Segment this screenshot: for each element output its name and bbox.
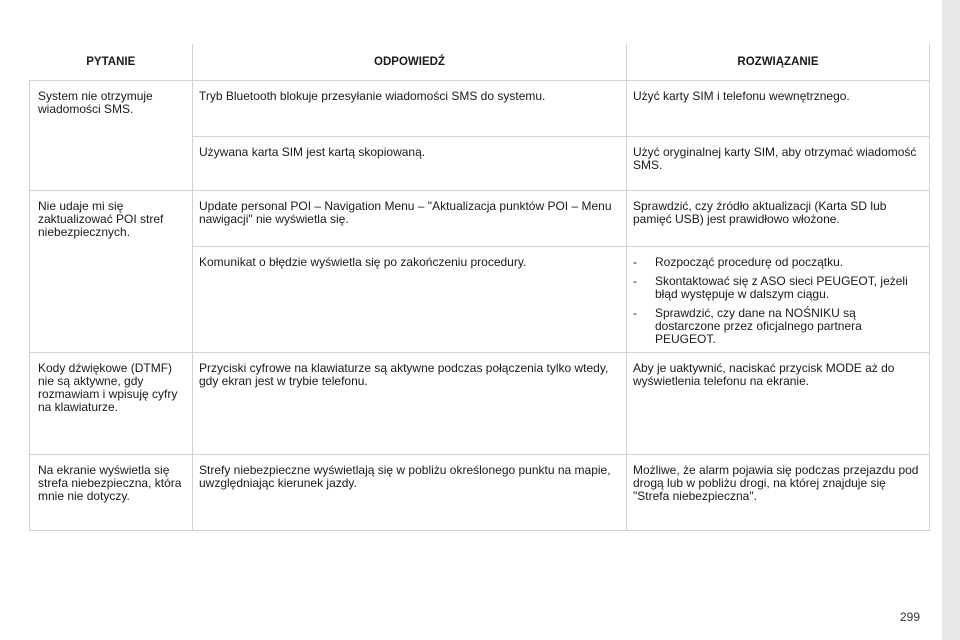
solution-cell: Sprawdzić, czy źródło aktualizacji (Karta SD lub pamięć USB) jest prawidłowo włożone. (627, 191, 930, 247)
question-cell: Na ekranie wyświetla się strefa niebezpieczna, która mnie nie dotyczy. (30, 455, 193, 531)
question-cell: Nie udaje mi się zaktualizować POI stref niebezpiecznych. (30, 191, 193, 353)
answer-cell: Używana karta SIM jest kartą skopiowaną. (193, 137, 627, 191)
solution-cell: Użyć oryginalnej karty SIM, aby otrzymać wiadomość SMS. (627, 137, 930, 191)
solution-cell: Aby je uaktywnić, naciskać przycisk MODE aż do wyświetlenia telefonu na ekranie. (627, 353, 930, 455)
page-side-bar (942, 0, 960, 640)
solution-cell (627, 247, 930, 353)
question-cell: System nie otrzymuje wiadomości SMS. (30, 81, 193, 191)
solution-list (633, 256, 923, 346)
question-cell: Kody dźwiękowe (DTMF) nie są aktywne, gdy rozmawiam i wpisuję cyfry na klawiaturze. (30, 353, 193, 455)
solution-list-item: - Skontaktować się z ASO sieci PEUGEOT, jeżeli błąd występuje w dalszym ciągu. (633, 275, 923, 301)
answer-cell: Update personal POI – Navigation Menu – "Aktualizacja punktów POI – Menu nawigacji" nie wyświetla się. (193, 191, 627, 247)
solution-cell: Użyć karty SIM i telefonu wewnętrznego. (627, 81, 930, 137)
header-question: PYTANIE (30, 44, 193, 81)
answer-cell: Tryb Bluetooth blokuje przesyłanie wiadomości SMS do systemu. (193, 81, 627, 137)
answer-cell: Komunikat o błędzie wyświetla się po zakończeniu procedury. (193, 247, 627, 353)
solution-list-item: - Rozpocząć procedurę od początku. (633, 256, 923, 269)
answer-cell: Przyciski cyfrowe na klawiaturze są aktywne podczas połączenia tylko wtedy, gdy ekran jest w trybie telefonu. (193, 353, 627, 455)
table-row (30, 455, 930, 531)
table-row (30, 81, 930, 137)
solution-list-item: - Sprawdzić, czy dane na NOŚNIKU są dostarczone przez oficjalnego partnera PEUGEOT. (633, 307, 923, 346)
faq-table (29, 44, 930, 531)
solution-cell: Możliwe, że alarm pojawia się podczas przejazdu pod drogą lub w pobliżu drogi, na której znajduje się "Strefa niebezpieczna". (627, 455, 930, 531)
table-header-row (30, 44, 930, 81)
table-row (30, 191, 930, 247)
header-solution: ROZWIĄZANIE (627, 44, 930, 81)
table-row (30, 353, 930, 455)
page-number: 299 (900, 610, 921, 624)
answer-cell: Strefy niebezpieczne wyświetlają się w pobliżu określonego punktu na mapie, uwzględniając kierunek jazdy. (193, 455, 627, 531)
header-answer: ODPOWIEDŹ (193, 44, 627, 81)
